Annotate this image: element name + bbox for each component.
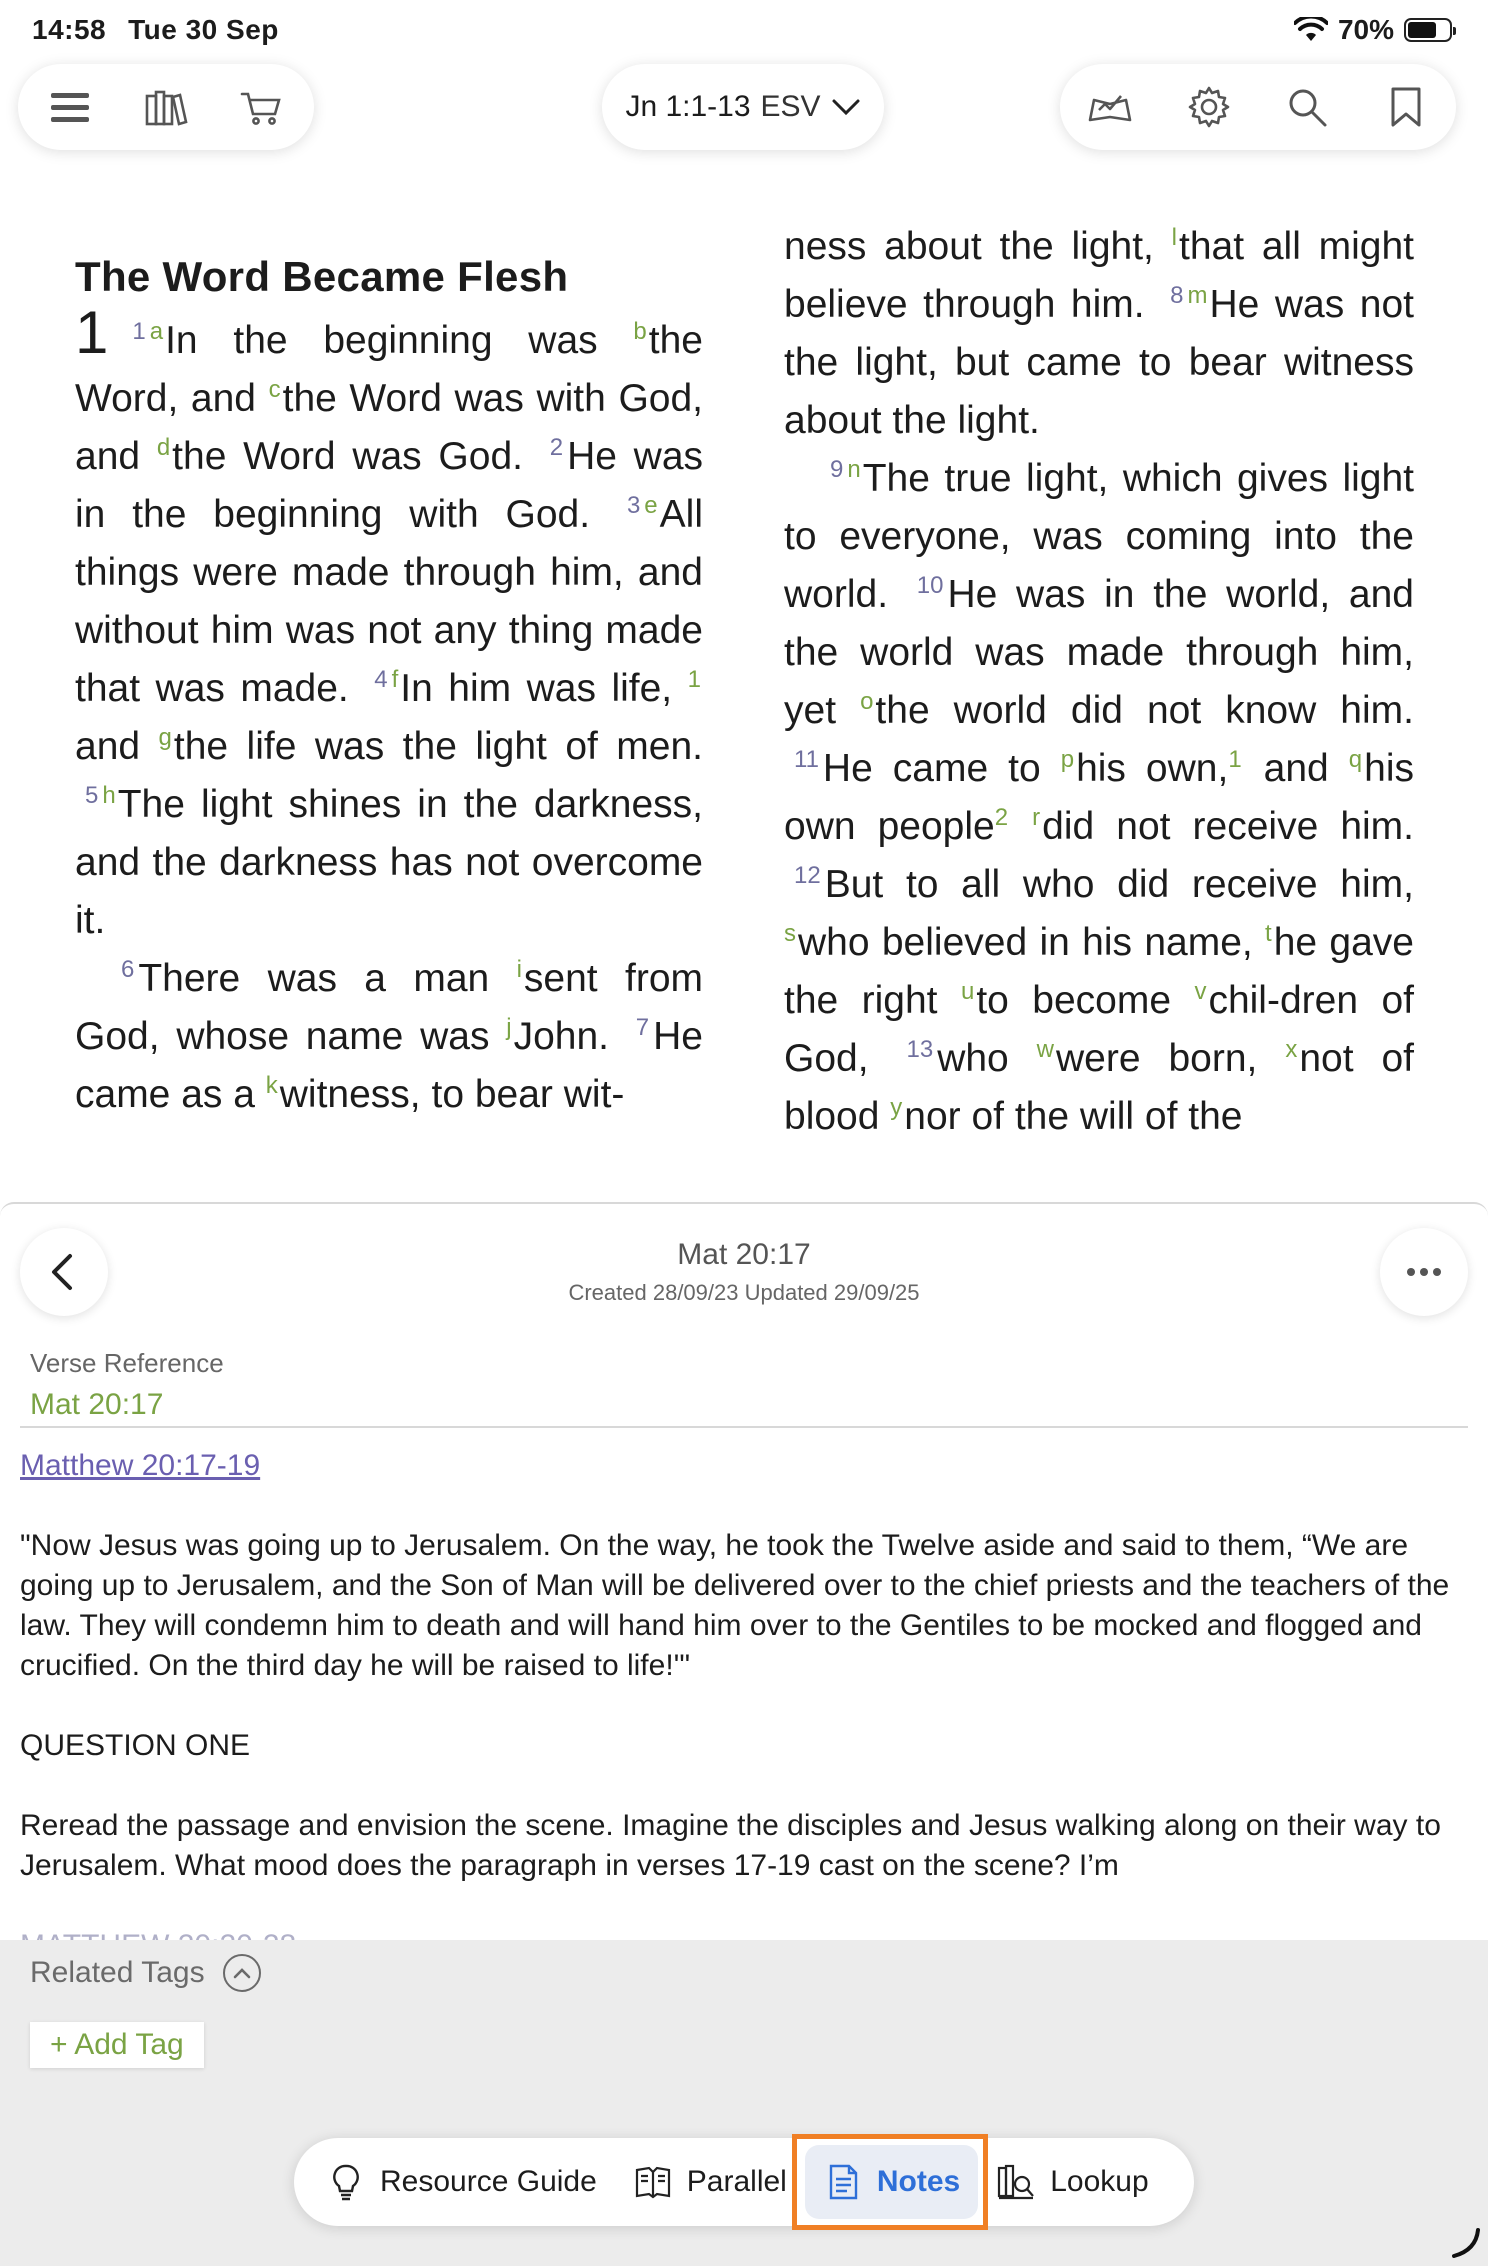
tab-resource-guide[interactable] [308, 2145, 615, 2219]
footnote-marker[interactable]: m [1187, 282, 1208, 309]
battery-icon [1404, 18, 1452, 42]
bible-paragraph [784, 450, 1414, 1146]
related-tags-header[interactable] [30, 1954, 261, 1992]
footnote-marker[interactable]: 1 [1228, 746, 1242, 773]
footnote-marker[interactable]: e [644, 492, 658, 519]
footnote-marker[interactable]: a [149, 318, 164, 345]
verse-text: the world did not know him. [875, 689, 1414, 732]
verse-reference-label: Verse Reference [30, 1348, 224, 1378]
parallel-books-icon [633, 2162, 673, 2202]
verse-text: But to all who did receive him, [824, 863, 1414, 906]
verse-text: were born, [1056, 1037, 1286, 1080]
note-quote: "Now Jesus was going up to Jerusalem. On the way, he took the Twelve aside and said to them, “We are going up to Jerusalem, and the Son of Man will be delivered over to the chief priests and the teachers of the law. They will condemn him to death and will hand him over to the Gentiles to be mocked and flogged and crucified. On the third day he will be raised to life!'" [20, 1529, 1450, 1682]
status-time: 14:58 [32, 14, 107, 45]
verse-text: He came as a [75, 1015, 703, 1116]
question-text: Reread the passage and envision the scene. Imagine the disciples and Jesus walking along on their way to Jerusalem. What mood does the paragraph in verses 17-19 cast on the scene? I’m [20, 1809, 1441, 1882]
tab-parallel-label: Parallel [686, 2165, 787, 2198]
verse-number[interactable]: 8 [1170, 282, 1184, 309]
bible-column-left [75, 250, 703, 1124]
search-icon[interactable] [1279, 79, 1335, 135]
tab-lookup-label: Lookup [1050, 2165, 1149, 2198]
battery-fill [1408, 22, 1436, 38]
add-tag-button[interactable]: + Add Tag [30, 2022, 204, 2068]
status-bar [0, 0, 1488, 60]
verse-number[interactable]: 10 [916, 572, 944, 599]
divider [20, 1426, 1468, 1428]
drag-handle-icon[interactable] [1448, 2226, 1482, 2260]
footnote-marker[interactable]: i [516, 956, 522, 983]
notes-panel [0, 1202, 1488, 2266]
library-icon[interactable] [138, 79, 194, 135]
verse-text: and [75, 725, 159, 768]
question-heading: QUESTION ONE [20, 1729, 251, 1762]
verse-text: the Word was with God, and [75, 377, 703, 478]
footnote-marker[interactable]: f [391, 666, 399, 693]
verse-text: In him was life, [400, 667, 688, 710]
footnote-marker[interactable]: l [1171, 224, 1178, 251]
lookup-icon [996, 2162, 1036, 2202]
bookmark-icon[interactable] [1378, 79, 1434, 135]
chapter-number: 1 [75, 299, 109, 366]
footnote-marker[interactable]: u [960, 978, 975, 1005]
verse-number[interactable]: 3 [626, 492, 641, 519]
bottom-tab-bar [294, 2138, 1194, 2226]
verse-number[interactable]: 11 [794, 746, 819, 773]
footnote-marker[interactable]: w [1036, 1036, 1055, 1063]
bible-text-view[interactable] [0, 200, 1488, 1140]
footnote-marker[interactable]: j [506, 1014, 512, 1041]
footnote-marker[interactable]: 1 [687, 666, 701, 693]
verse-text: the life was the light of men. [173, 725, 703, 768]
reference-picker[interactable] [602, 64, 884, 150]
bible-column-right [784, 218, 1414, 1146]
more-button[interactable] [1380, 1228, 1468, 1316]
verse-text: not of blood [784, 1037, 1414, 1138]
reading-plan-icon[interactable] [1082, 79, 1138, 135]
footnote-marker[interactable]: c [268, 376, 281, 403]
verse-text: who believed in his name, [798, 921, 1266, 964]
verse-text: He was in the beginning with God. [75, 435, 704, 536]
verse-text: nor of the will of the [904, 1095, 1243, 1138]
status-date: Tue 30 Sep [128, 14, 279, 45]
verse-number[interactable]: 4 [374, 666, 388, 693]
verse-text: the Word was God. [172, 435, 540, 478]
lightbulb-icon [326, 2162, 366, 2202]
tab-resource-guide-label: Resource Guide [380, 2165, 597, 2198]
verse-text: chil-dren of God, [784, 979, 1414, 1080]
related-tags-label: Related Tags [30, 1956, 205, 1989]
verse-reference-value[interactable]: Mat 20:17 [30, 1388, 164, 1421]
footnote-marker[interactable]: 2 [994, 804, 1009, 831]
cart-icon[interactable] [234, 79, 290, 135]
version-label: ESV [760, 90, 821, 123]
verse-number[interactable]: 5 [85, 782, 99, 809]
verse-text: He came to [822, 747, 1061, 790]
verse-text: In the beginning was [165, 319, 634, 362]
verse-text: his own people [784, 747, 1414, 848]
verse-text: who [937, 1037, 1037, 1080]
footnote-marker[interactable]: s [784, 920, 796, 947]
verse-text: He was not the light, but came to bear witness about the light. [784, 283, 1414, 442]
verse-text: All things were made through him, and without him was not any thing made that was made. [75, 493, 703, 710]
verse-text: ness about the light, [784, 225, 1172, 268]
verse-text: to become [976, 979, 1195, 1022]
verse-text: and [1243, 747, 1349, 790]
reference-label: Jn 1:1-13 [625, 90, 751, 123]
chevron-down-icon [831, 97, 861, 117]
toolbar-right-group [1060, 64, 1456, 150]
footnote-marker[interactable]: h [102, 782, 116, 809]
verse-text: John. [513, 1015, 626, 1058]
tab-lookup[interactable] [978, 2145, 1166, 2219]
verse-text: he gave the right [784, 921, 1414, 1022]
verse-text: sent from God, whose name was [75, 957, 703, 1058]
footnote-marker[interactable]: b [633, 318, 647, 345]
tab-parallel[interactable] [615, 2145, 805, 2219]
footnote-marker[interactable]: y [890, 1094, 903, 1121]
verse-number[interactable]: 7 [635, 1014, 650, 1041]
gear-icon[interactable] [1181, 79, 1237, 135]
bible-paragraph [75, 299, 704, 950]
bible-paragraph [784, 218, 1414, 450]
verse-text: There was a man [138, 957, 517, 1000]
verse-number[interactable]: 6 [121, 956, 135, 983]
passage-link[interactable]: Matthew 20:17-19 [20, 1449, 261, 1482]
footnote-marker[interactable]: k [265, 1072, 278, 1099]
status-time-date [32, 14, 301, 46]
verse-text: witness, to bear wit- [279, 1073, 625, 1116]
chevron-up-icon[interactable] [223, 1954, 261, 1992]
menu-icon[interactable] [42, 79, 98, 135]
note-meta: Created 28/09/23 Updated 29/09/25 [568, 1280, 920, 1305]
verse-number[interactable]: 2 [549, 434, 564, 461]
footnote-marker[interactable]: n [847, 456, 861, 483]
verse-text: The true light, which gives light to everyone, was coming into the world. [784, 457, 1414, 616]
status-indicators [1294, 14, 1452, 46]
verse-number[interactable]: 13 [906, 1036, 934, 1063]
bible-paragraph [75, 950, 703, 1124]
footnote-marker[interactable]: o [860, 688, 874, 715]
verse-text: He was in the world, and the world was made through him, yet [784, 573, 1414, 732]
note-title: Mat 20:17 [677, 1238, 811, 1271]
footnote-marker[interactable]: g [158, 724, 172, 751]
verse-number[interactable]: 1 [132, 318, 146, 345]
wifi-icon [1294, 17, 1328, 43]
verse-number[interactable]: 12 [794, 862, 821, 889]
verse-text [1010, 805, 1032, 848]
verse-text: The light shines in the darkness, and the darkness has not overcome it. [75, 783, 703, 942]
footnote-marker[interactable]: v [1194, 978, 1207, 1005]
notes-tab-highlight [792, 2134, 988, 2230]
footnote-marker[interactable]: p [1060, 746, 1075, 773]
verse-text: the Word, and [75, 319, 703, 420]
verse-text: his own, [1076, 747, 1229, 790]
verse-number[interactable]: 9 [830, 456, 844, 483]
verse-text: did not receive him. [1042, 805, 1414, 848]
footnote-marker[interactable]: x [1285, 1036, 1298, 1063]
footnote-marker[interactable]: t [1265, 920, 1272, 947]
verse-text: that all might believe through him. [784, 225, 1414, 326]
bible-left-paragraphs [75, 299, 704, 1124]
footnote-marker[interactable]: d [156, 434, 171, 461]
footnote-marker[interactable]: q [1348, 746, 1363, 773]
footnote-marker[interactable]: r [1032, 804, 1041, 831]
bible-right-paragraphs [784, 218, 1414, 1146]
section-heading: The Word Became Flesh [75, 253, 569, 300]
ellipsis-icon [1406, 1267, 1442, 1277]
tab-notes-label: Notes [876, 2165, 961, 2198]
battery-percent: 70% [1337, 14, 1394, 45]
toolbar-left-group [18, 64, 314, 150]
